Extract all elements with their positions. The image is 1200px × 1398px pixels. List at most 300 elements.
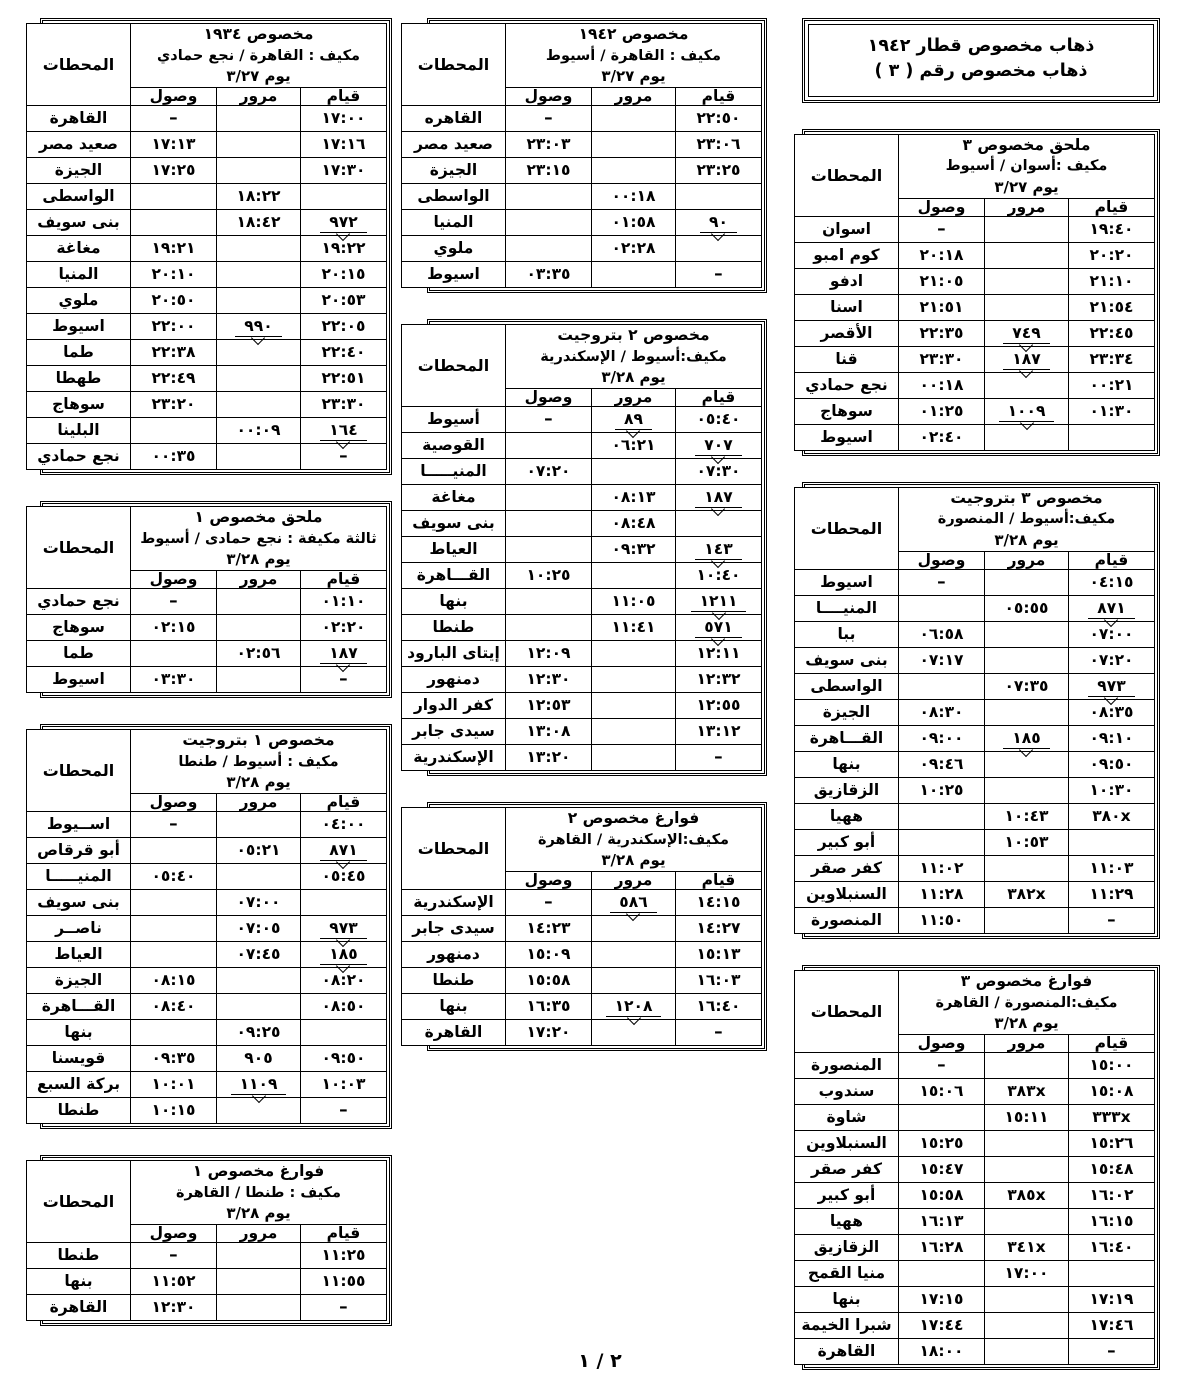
arrival-cell	[898, 777, 984, 803]
schedule-table	[401, 23, 762, 288]
time-value: ١٩:٢٢	[321, 239, 366, 258]
table-row	[26, 262, 386, 288]
pass-cell	[592, 890, 676, 916]
time-value: ١٠:٢٥	[919, 780, 964, 799]
table-row	[26, 641, 386, 667]
station-cell: الزقازيق	[794, 1234, 898, 1260]
pass-cell	[217, 418, 301, 444]
time-value: ١٦:١٥	[1089, 1211, 1134, 1230]
arrival-cell	[898, 216, 984, 242]
pass-cell	[592, 667, 676, 693]
station-cell: طهطا	[26, 366, 130, 392]
table-row	[794, 803, 1154, 829]
table-row	[401, 407, 761, 433]
table-title-line-3: يوم ٣/٢٨	[601, 851, 666, 870]
departure-cell	[676, 745, 762, 771]
departure-cell	[1069, 216, 1155, 242]
arrival-cell	[505, 968, 591, 994]
table-row	[401, 210, 761, 236]
table-row	[794, 1208, 1154, 1234]
departure-column-header: قيام	[301, 87, 387, 105]
station-cell: كوم امبو	[794, 242, 898, 268]
time-value: ٢٢:٥١	[321, 369, 366, 388]
arrival-column-header: وصول	[505, 872, 591, 890]
time-value: ١٦:٠٣	[696, 971, 741, 990]
train-number: ١٨٥	[1003, 728, 1049, 749]
arrival-cell	[131, 890, 217, 916]
table-row	[26, 236, 386, 262]
pass-cell	[592, 641, 676, 667]
time-value: ٣٨٣x	[1007, 1081, 1046, 1100]
arrival-cell	[130, 106, 216, 132]
table-row	[26, 158, 386, 184]
departure-cell	[301, 589, 387, 615]
table-row	[27, 838, 387, 864]
pass-cell	[592, 485, 676, 511]
table-row	[26, 444, 386, 470]
table-title-line-2: مكيف : طنطا / القاهرة	[176, 1184, 341, 1201]
station-cell: اسيوط	[794, 424, 898, 450]
arrival-cell	[505, 485, 591, 511]
dash-mark: –	[169, 591, 178, 612]
pass-cell	[592, 158, 676, 184]
time-value: ٠٧:٠٥	[236, 919, 281, 938]
train-number: ١٤٣	[695, 539, 741, 560]
table-row	[794, 242, 1154, 268]
departure-cell	[1069, 346, 1155, 372]
arrival-cell	[898, 372, 984, 398]
time-value: ٠٢:١٥	[151, 618, 196, 637]
table-row	[27, 968, 387, 994]
dash-mark: –	[937, 571, 946, 592]
arrival-cell	[505, 158, 591, 184]
arrival-cell	[130, 1243, 216, 1269]
pass-column-header: مرور	[217, 794, 301, 812]
time-value: ٠٨:٣٠	[919, 702, 964, 721]
time-value: ١٢:٥٥	[696, 696, 741, 715]
time-value: ١٩:٢١	[151, 239, 196, 258]
arrival-cell	[898, 1182, 984, 1208]
pass-cell	[985, 1156, 1069, 1182]
time-value: ٣٤١x	[1007, 1237, 1046, 1256]
station-cell: كفر الدوار	[401, 693, 505, 719]
time-value: ٠٤:٠٠	[321, 815, 366, 834]
arrival-cell	[898, 242, 984, 268]
time-value: ١١:٥٠	[919, 910, 964, 929]
table-title-line-2: مكيف:المنصورة / القاهرة	[935, 994, 1118, 1011]
time-value: ١٢:٣٢	[696, 670, 741, 689]
time-value: ٠٧:٣٠	[696, 462, 741, 481]
page-number: ٢ / ١	[578, 1350, 622, 1372]
arrival-cell	[131, 1046, 217, 1072]
time-value: ١٦:٢٨	[919, 1237, 964, 1256]
train-number: ١٨٧	[695, 487, 741, 508]
departure-cell	[676, 615, 762, 641]
departure-cell	[676, 184, 762, 210]
time-value: ٠٩:٣٢	[611, 540, 656, 559]
arrival-cell	[505, 563, 591, 589]
arrival-cell	[505, 407, 591, 433]
table-title-line-3: يوم ٣/٢٧	[994, 177, 1059, 196]
arrival-cell	[130, 262, 216, 288]
station-cell: أبو قرقاص	[27, 838, 131, 864]
pass-cell	[985, 294, 1069, 320]
arrival-cell	[898, 346, 984, 372]
arrival-cell	[130, 1295, 216, 1321]
table-row	[26, 615, 386, 641]
time-value: ١٥:٢٦	[1089, 1133, 1134, 1152]
table-row	[26, 667, 386, 693]
departure-cell	[1069, 1312, 1155, 1338]
station-cell: اسيوط	[26, 667, 130, 693]
schedule-table	[794, 970, 1155, 1365]
departure-cell	[301, 132, 387, 158]
table-row	[794, 777, 1154, 803]
departure-cell	[1069, 595, 1155, 621]
station-cell: إيتاى البارود	[401, 641, 505, 667]
table-title-line-2: ثالثة مكيفة : نجع حمادى / أسيوط	[140, 530, 377, 547]
station-cell: ناصــر	[27, 916, 131, 942]
stations-column-header: المحطات	[401, 808, 505, 890]
arrival-cell	[131, 968, 217, 994]
table-title-line-2: مكيف:الإسكندرية / القاهرة	[537, 831, 730, 848]
pass-cell	[217, 890, 301, 916]
time-value: ٠٣:٣٠	[151, 670, 196, 689]
table-row	[401, 485, 761, 511]
arrival-cell	[898, 320, 984, 346]
table-row	[27, 916, 387, 942]
table-row	[794, 1104, 1154, 1130]
stations-column-header: المحطات	[26, 1161, 130, 1243]
departure-cell	[676, 1020, 762, 1046]
departure-cell	[676, 667, 762, 693]
time-value: ٠٥:٤٠	[696, 410, 741, 429]
time-value: ٠٧:٢٠	[1089, 650, 1134, 669]
table-row	[794, 424, 1154, 450]
departure-cell	[301, 615, 387, 641]
time-value: ٠٩:٤٦	[919, 754, 964, 773]
schedule-table-makhsous-1934	[37, 18, 392, 475]
pass-cell	[985, 673, 1069, 699]
table-row	[401, 641, 761, 667]
right-column	[36, 18, 392, 1352]
pass-cell	[217, 641, 301, 667]
table-title-line-3: يوم ٣/٢٧	[226, 66, 291, 85]
arrival-cell	[130, 1269, 216, 1295]
station-cell: الأقصر	[794, 320, 898, 346]
table-header-row	[27, 730, 387, 794]
station-cell: نجع حمادي	[794, 372, 898, 398]
arrival-column-header: وصول	[130, 87, 216, 105]
table-header-row	[26, 1161, 386, 1225]
time-value: ٩٠٥	[244, 1049, 273, 1068]
time-value: ٠٥:٢١	[236, 841, 281, 860]
arrival-cell	[505, 641, 591, 667]
pass-cell	[985, 803, 1069, 829]
train-number: ١٠٠٩	[999, 401, 1055, 422]
schedule-table	[26, 1160, 387, 1321]
station-cell: القاهرة	[794, 1338, 898, 1364]
pass-cell	[217, 288, 301, 314]
arrival-cell	[898, 1234, 984, 1260]
time-value: ١٧:٠٠	[1004, 1263, 1049, 1282]
pass-cell	[985, 855, 1069, 881]
arrival-column-header: وصول	[131, 794, 217, 812]
arrival-cell	[130, 392, 216, 418]
departure-cell	[1069, 294, 1155, 320]
time-value: ٢٣:٢٥	[696, 161, 741, 180]
time-value: ٠٨:٤٨	[611, 514, 656, 533]
station-cell: ههيا	[794, 1208, 898, 1234]
departure-cell	[301, 1269, 387, 1295]
arrival-cell	[131, 1098, 217, 1124]
pass-cell	[217, 392, 301, 418]
arrival-cell	[505, 667, 591, 693]
pass-cell	[985, 725, 1069, 751]
table-row	[794, 829, 1154, 855]
time-value: ١٥:٤٧	[919, 1159, 964, 1178]
departure-cell	[1069, 372, 1155, 398]
arrival-cell	[505, 942, 591, 968]
table-row	[401, 589, 761, 615]
time-value: ٠٩:٢٥	[236, 1023, 281, 1042]
station-cell: نجع حمادي	[26, 589, 130, 615]
schedule-table-makhsous-1942	[414, 18, 767, 293]
time-value: ١٣:٢٠	[526, 748, 571, 767]
time-value: ٠١:١٠	[321, 592, 366, 611]
train-number: ٧٠٧	[695, 435, 741, 456]
station-cell: القـــاهرة	[794, 725, 898, 751]
departure-column-header: قيام	[301, 571, 387, 589]
pass-cell	[592, 106, 676, 132]
time-value: ٣٨٠x	[1092, 806, 1131, 825]
time-value: ٢٢:٠٥	[321, 317, 366, 336]
departure-cell	[1069, 855, 1155, 881]
time-value: ٠٥:٤٥	[321, 867, 366, 886]
schedule-table-fawaregh-1	[40, 1155, 392, 1326]
station-cell: السنبلاوين	[794, 1130, 898, 1156]
table-header-row	[26, 507, 386, 571]
arrival-cell	[505, 210, 591, 236]
table-row	[26, 184, 386, 210]
time-value: ٠٨:٣٥	[1089, 702, 1134, 721]
schedule-table-mulhaq-1	[37, 501, 392, 698]
time-value: ٠٨:١٣	[611, 488, 656, 507]
station-cell: سوهاج	[26, 615, 130, 641]
table-row	[26, 340, 386, 366]
pass-cell	[217, 210, 301, 236]
pass-cell	[985, 398, 1069, 424]
table-row	[401, 719, 761, 745]
station-cell: طنطا	[27, 1098, 131, 1124]
departure-cell	[1069, 320, 1155, 346]
pass-cell	[592, 459, 676, 485]
time-value: ٢٢:٣٥	[919, 323, 964, 342]
station-cell: منيا القمح	[794, 1260, 898, 1286]
table-title-line-1: مخصوص ١٩٣٤	[203, 25, 314, 43]
time-value: ٠٨:٤٠	[151, 997, 196, 1016]
pass-cell	[985, 1130, 1069, 1156]
station-cell: القوصية	[401, 433, 505, 459]
pass-cell	[217, 262, 301, 288]
arrival-cell	[131, 1020, 217, 1046]
station-cell: الواسطى	[401, 184, 505, 210]
arrival-cell	[130, 314, 216, 340]
station-cell: الزقازيق	[794, 777, 898, 803]
time-value: ١٢:٣٠	[526, 670, 571, 689]
time-value: ٢٠:١٠	[151, 265, 196, 284]
pass-cell	[985, 242, 1069, 268]
time-value: ٠٦:٥٨	[919, 624, 964, 643]
pass-cell	[985, 595, 1069, 621]
pass-cell	[592, 719, 676, 745]
station-cell: سوهاج	[26, 392, 130, 418]
table-row	[794, 881, 1154, 907]
table-title-line-1: فوارغ مخصوص ٢	[567, 809, 700, 828]
table-header-row	[26, 24, 386, 88]
table-row	[401, 942, 761, 968]
table-row	[794, 216, 1154, 242]
arrival-cell	[505, 236, 591, 262]
time-value: ٢٠:١٥	[321, 265, 366, 284]
arrival-cell	[898, 855, 984, 881]
time-value: ٠٨:١٥	[151, 971, 196, 990]
station-cell: شبرا الخيمة	[794, 1312, 898, 1338]
arrival-cell	[131, 812, 217, 838]
time-value: ٢٢:٥٠	[696, 109, 741, 128]
table-row	[27, 994, 387, 1020]
time-value: ٠٩:٠٠	[919, 728, 964, 747]
time-value: ٠١:٣٠	[1089, 401, 1134, 420]
table-row	[794, 569, 1154, 595]
time-value: ١١:٢٨	[919, 884, 964, 903]
arrival-column-header: وصول	[505, 87, 591, 105]
arrival-cell	[130, 589, 216, 615]
pass-cell	[592, 262, 676, 288]
station-cell: سيدى جابر	[401, 916, 505, 942]
departure-cell	[301, 838, 387, 864]
table-row	[794, 595, 1154, 621]
time-value: ٢٣:٠٣	[526, 135, 571, 154]
station-cell: الجيزة	[26, 158, 130, 184]
time-value: ١٩:٤٠	[1089, 219, 1134, 238]
time-value: ٠١:٥٨	[611, 213, 656, 232]
table-row	[794, 855, 1154, 881]
departure-cell	[301, 262, 387, 288]
table-title-line-1: ملحق مخصوص ٣	[962, 135, 1091, 154]
schedule-table	[26, 506, 387, 693]
departure-cell	[301, 106, 387, 132]
table-title-line-3: يوم ٣/٢٨	[226, 550, 291, 569]
table-row	[794, 1130, 1154, 1156]
time-value: ١٠:٤٠	[696, 566, 741, 585]
pass-cell	[985, 699, 1069, 725]
stations-column-header: المحطات	[401, 325, 505, 407]
time-value: ١٥:٠٨	[1089, 1081, 1134, 1100]
table-row	[26, 589, 386, 615]
station-cell: نجع حمادي	[26, 444, 130, 470]
departure-cell	[676, 916, 762, 942]
departure-cell	[301, 418, 387, 444]
station-cell: بنى سويف	[26, 210, 130, 236]
station-cell: سوهاج	[794, 398, 898, 424]
arrival-cell	[130, 288, 216, 314]
pass-cell	[985, 907, 1069, 933]
time-value: ٠١:٢٥	[919, 401, 964, 420]
pass-cell	[985, 1182, 1069, 1208]
time-value: ٠٢:٥٦	[236, 644, 281, 663]
station-cell: العياط	[27, 942, 131, 968]
table-title-line-2: مكيف :أسوان / أسيوط	[945, 158, 1108, 175]
dash-mark: –	[169, 814, 178, 835]
time-value: ٠٧:١٧	[919, 650, 964, 669]
table-row	[794, 320, 1154, 346]
arrival-cell	[898, 1104, 984, 1130]
pass-cell	[592, 407, 676, 433]
departure-cell	[301, 288, 387, 314]
pass-cell	[985, 1078, 1069, 1104]
time-value: ١٠:٠٣	[321, 1075, 366, 1094]
table-row	[401, 1020, 761, 1046]
time-value: ١٧:١٣	[151, 135, 196, 154]
schedule-table	[794, 487, 1155, 934]
train-number: ٩٧٣	[320, 918, 366, 939]
table-title-line-2: مكيف : القاهرة / نجع حمادي	[156, 47, 360, 64]
station-cell: اسيوط	[401, 262, 505, 288]
departure-cell	[1069, 398, 1155, 424]
dash-mark: –	[544, 108, 553, 129]
time-value: ١٨:٢٢	[236, 187, 281, 206]
table-title-cell	[505, 325, 761, 389]
departure-cell	[1069, 829, 1155, 855]
table-title-cell	[130, 507, 386, 571]
train-number: ٩٧٢	[320, 212, 366, 233]
departure-cell	[1069, 1286, 1155, 1312]
time-value: ٢١:١٠	[1089, 271, 1134, 290]
time-value: ٢٢:٤٠	[321, 343, 366, 362]
pass-cell	[217, 968, 301, 994]
pass-cell	[217, 132, 301, 158]
departure-cell	[1069, 881, 1155, 907]
left-column	[802, 18, 1160, 1396]
departure-cell	[1069, 1234, 1155, 1260]
departure-cell	[1069, 907, 1155, 933]
station-cell: الإسكندرية	[401, 890, 505, 916]
departure-cell	[676, 719, 762, 745]
station-cell: المنيــــا	[794, 595, 898, 621]
time-value: ٢٣:٠٦	[696, 135, 741, 154]
arrival-cell	[505, 916, 591, 942]
arrival-cell	[505, 184, 591, 210]
pass-cell	[217, 812, 301, 838]
pass-column-header: مرور	[592, 389, 676, 407]
arrival-cell	[898, 803, 984, 829]
pass-cell	[592, 210, 676, 236]
station-cell: بنها	[794, 1286, 898, 1312]
table-title-line-3: يوم ٣/٢٨	[226, 1204, 291, 1223]
table-row	[401, 563, 761, 589]
departure-cell	[1069, 1260, 1155, 1286]
departure-cell	[1069, 751, 1155, 777]
arrival-column-header: وصول	[130, 571, 216, 589]
departure-cell	[301, 890, 387, 916]
time-value: ٣٣٣x	[1092, 1107, 1131, 1126]
dash-mark: –	[714, 747, 723, 768]
table-row	[794, 907, 1154, 933]
departure-cell	[301, 1046, 387, 1072]
time-value: ٠٤:١٥	[1089, 572, 1134, 591]
table-title-cell	[505, 808, 761, 872]
